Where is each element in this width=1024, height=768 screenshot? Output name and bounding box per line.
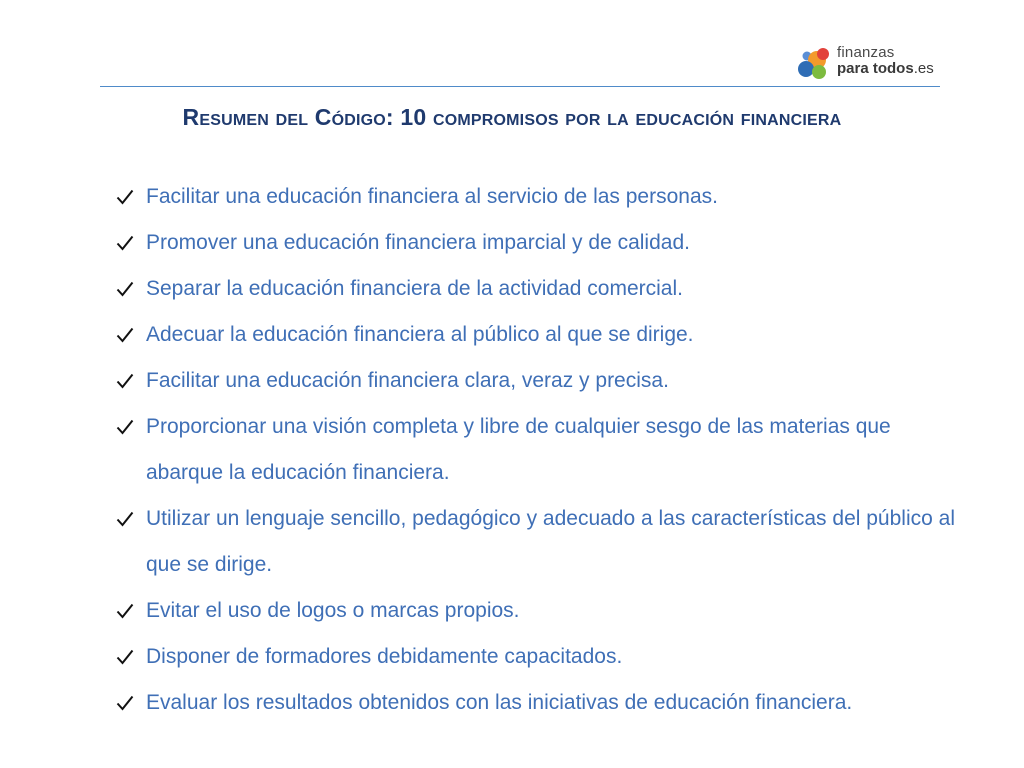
checkmark-icon <box>116 373 134 389</box>
list-item-text: Facilitar una educación financiera clara, veraz y precisa. <box>146 369 669 392</box>
logo-line2 <box>837 61 934 77</box>
list-item <box>116 266 956 312</box>
checkmark-icon <box>116 603 134 619</box>
finanzas-para-todos-logo <box>797 45 947 81</box>
list-item-text: Utilizar un lenguaje sencillo, pedagógico y adecuado a las características del público al que se dirige. <box>146 507 955 576</box>
logo-line1: finanzas <box>837 44 895 61</box>
logo-text <box>837 45 934 77</box>
logo-line2-bold: para todos <box>837 60 914 77</box>
checkmark-icon <box>116 511 134 527</box>
list-item <box>116 680 956 726</box>
checkmark-icon <box>116 281 134 297</box>
checkmark-icon <box>116 649 134 665</box>
list-item-text: Promover una educación financiera imparcial y de calidad. <box>146 231 690 254</box>
list-item <box>116 174 956 220</box>
checkmark-icon <box>116 235 134 251</box>
list-item-text: Facilitar una educación financiera al servicio de las personas. <box>146 185 718 208</box>
checkmark-icon <box>116 695 134 711</box>
list-item <box>116 588 956 634</box>
list-item <box>116 634 956 680</box>
header-divider <box>100 86 940 87</box>
list-item-text: Evaluar los resultados obtenidos con las iniciativas de educación financiera. <box>146 691 853 714</box>
checkmark-icon <box>116 189 134 205</box>
list-item <box>116 358 956 404</box>
list-item-text: Separar la educación financiera de la actividad comercial. <box>146 277 683 300</box>
list-item <box>116 312 956 358</box>
list-item <box>116 496 956 588</box>
list-item-text: Adecuar la educación financiera al público al que se dirige. <box>146 323 694 346</box>
list-item-text: Disponer de formadores debidamente capacitados. <box>146 645 623 668</box>
list-item-text: Evitar el uso de logos o marcas propios. <box>146 599 520 622</box>
checkmark-icon <box>116 327 134 343</box>
checkmark-icon <box>116 419 134 435</box>
logo-line2-suffix: .es <box>913 60 934 77</box>
list-item-text: Proporcionar una visión completa y libre de cualquier sesgo de las materias que abarque la educación financiera. <box>146 415 891 484</box>
commitments-list <box>116 174 956 726</box>
logo-circles-icon <box>797 45 833 81</box>
page-title: Resumen del Código: 10 compromisos por la educación financiera <box>182 104 842 130</box>
list-item <box>116 404 956 496</box>
list-item <box>116 220 956 266</box>
